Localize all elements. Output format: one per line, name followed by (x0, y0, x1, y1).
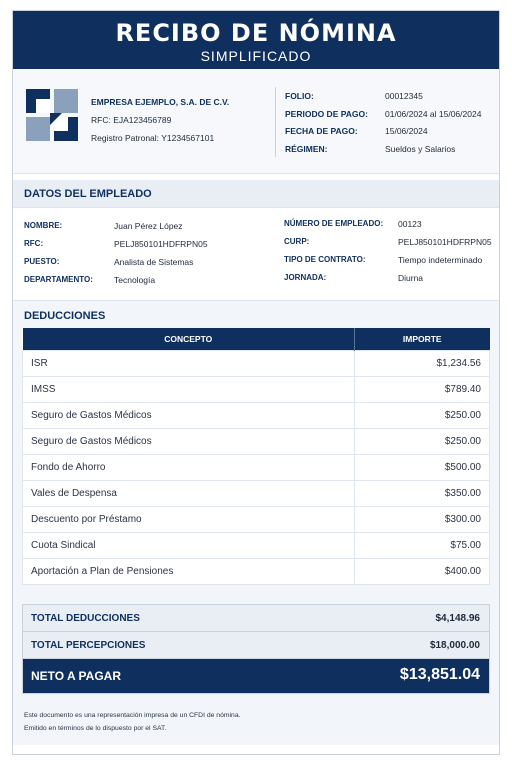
deduction-concept: Cuota Sindical (23, 532, 355, 558)
curp-label: CURP: (284, 237, 310, 246)
contrato-value: Tiempo indeterminado (398, 255, 483, 265)
deductions-table (22, 328, 490, 585)
deduction-amount: $1,234.56 (355, 350, 490, 376)
employee-labels-right (284, 215, 383, 287)
company-rfc: RFC: EJA123456789 (91, 115, 172, 125)
table-row (23, 402, 490, 428)
numero-value: 00123 (398, 219, 422, 229)
footer-note (24, 709, 241, 735)
company-registro: Registro Patronal: Y1234567101 (91, 133, 215, 143)
deduction-concept: Vales de Despensa (23, 480, 355, 506)
fecha-label: FECHA DE PAGO: (285, 126, 358, 136)
deduction-amount: $400.00 (355, 558, 490, 584)
regimen-label: RÉGIMEN: (285, 143, 328, 154)
total-percepciones-row (23, 632, 489, 659)
deduction-concept: IMSS (23, 376, 355, 402)
table-row (23, 480, 490, 506)
periodo-value: 01/06/2024 al 15/06/2024 (385, 108, 482, 119)
total-percepciones-label: TOTAL PERCEPCIONES (31, 640, 146, 651)
amount-column-header: IMPORTE (355, 328, 490, 350)
fecha-value: 15/06/2024 (385, 126, 428, 136)
deduction-amount: $350.00 (355, 480, 490, 506)
footer-line-2: Emitido en términos de lo dispuesto por el SAT. (24, 725, 167, 732)
rfc-label: RFC: (24, 239, 44, 248)
total-percepciones-value: $18,000.00 (429, 640, 480, 651)
divider (275, 87, 276, 157)
company-section (13, 69, 499, 174)
net-pay-label: NETO A PAGAR (31, 669, 122, 683)
total-deducciones-value: $4,148.96 (435, 613, 480, 624)
receipt-labels (285, 88, 368, 158)
puesto-value: Analista de Sistemas (114, 257, 194, 267)
rfc-value: PELJ850101HDFRPN05 (114, 239, 208, 249)
receipt-values (385, 88, 481, 158)
deduction-concept: Descuento por Préstamo (23, 506, 355, 532)
depto-value: Tecnología (114, 275, 156, 285)
deductions-section (13, 300, 499, 745)
periodo-label: PERIODO DE PAGO: (285, 108, 368, 119)
deduction-amount: $500.00 (355, 454, 490, 480)
totals-box (22, 604, 490, 694)
contrato-label: TIPO DE CONTRATO: (284, 255, 366, 264)
table-row (23, 350, 490, 376)
curp-value: PELJ850101HDFRPN05 (398, 237, 492, 247)
depto-label: DEPARTAMENTO: (24, 275, 93, 284)
deduction-amount: $250.00 (355, 402, 490, 428)
company-logo-icon (26, 89, 78, 141)
table-row (23, 454, 490, 480)
table-header-row (23, 328, 490, 350)
table-row (23, 376, 490, 402)
table-row (23, 532, 490, 558)
company-name: EMPRESA EJEMPLO, S.A. DE C.V. (91, 97, 230, 107)
header-banner (13, 11, 499, 69)
deduction-concept: Fondo de Ahorro (23, 454, 355, 480)
deduction-amount: $789.40 (355, 376, 490, 402)
jornada-label: JORNADA: (284, 273, 327, 282)
company-info (91, 93, 229, 147)
concept-column-header: CONCEPTO (23, 328, 355, 350)
numero-label: NÚMERO DE EMPLEADO: (284, 219, 384, 228)
net-pay-value: $13,851.04 (399, 666, 480, 683)
deduction-amount: $250.00 (355, 428, 490, 454)
puesto-label: PUESTO: (24, 257, 60, 266)
net-pay-row (23, 659, 489, 693)
footer-line-1: Este documento es una representación impresa de un CFDI de nómina. (24, 712, 241, 719)
employee-values-right (398, 215, 492, 287)
folio-label: FOLIO: (285, 91, 314, 101)
deduction-concept: ISR (23, 350, 355, 376)
payroll-receipt (12, 10, 500, 755)
employee-labels-left (24, 217, 93, 289)
regimen-value: Sueldos y Salarios (385, 143, 456, 154)
deduction-concept: Seguro de Gastos Médicos (23, 402, 355, 428)
deduction-concept: Aportación a Plan de Pensiones (23, 558, 355, 584)
deduction-amount: $75.00 (355, 532, 490, 558)
nombre-label: NOMBRE: (24, 221, 63, 230)
nombre-value: Juan Pérez López (114, 221, 183, 231)
employee-values-left (114, 217, 208, 289)
document-title: RECIBO DE NÓMINA (115, 19, 397, 47)
employee-section (13, 208, 499, 300)
folio-value: 00012345 (385, 91, 423, 101)
deductions-title: DEDUCCIONES (24, 310, 106, 322)
total-deducciones-row (23, 605, 489, 632)
table-row (23, 506, 490, 532)
deduction-amount: $300.00 (355, 506, 490, 532)
total-deducciones-label: TOTAL DEDUCCIONES (31, 613, 140, 624)
jornada-value: Diurna (398, 273, 424, 283)
deduction-concept: Seguro de Gastos Médicos (23, 428, 355, 454)
employee-section-title: DATOS DEL EMPLEADO (13, 180, 499, 208)
table-row (23, 558, 490, 584)
document-subtitle: SIMPLIFICADO (200, 48, 312, 64)
table-row (23, 428, 490, 454)
